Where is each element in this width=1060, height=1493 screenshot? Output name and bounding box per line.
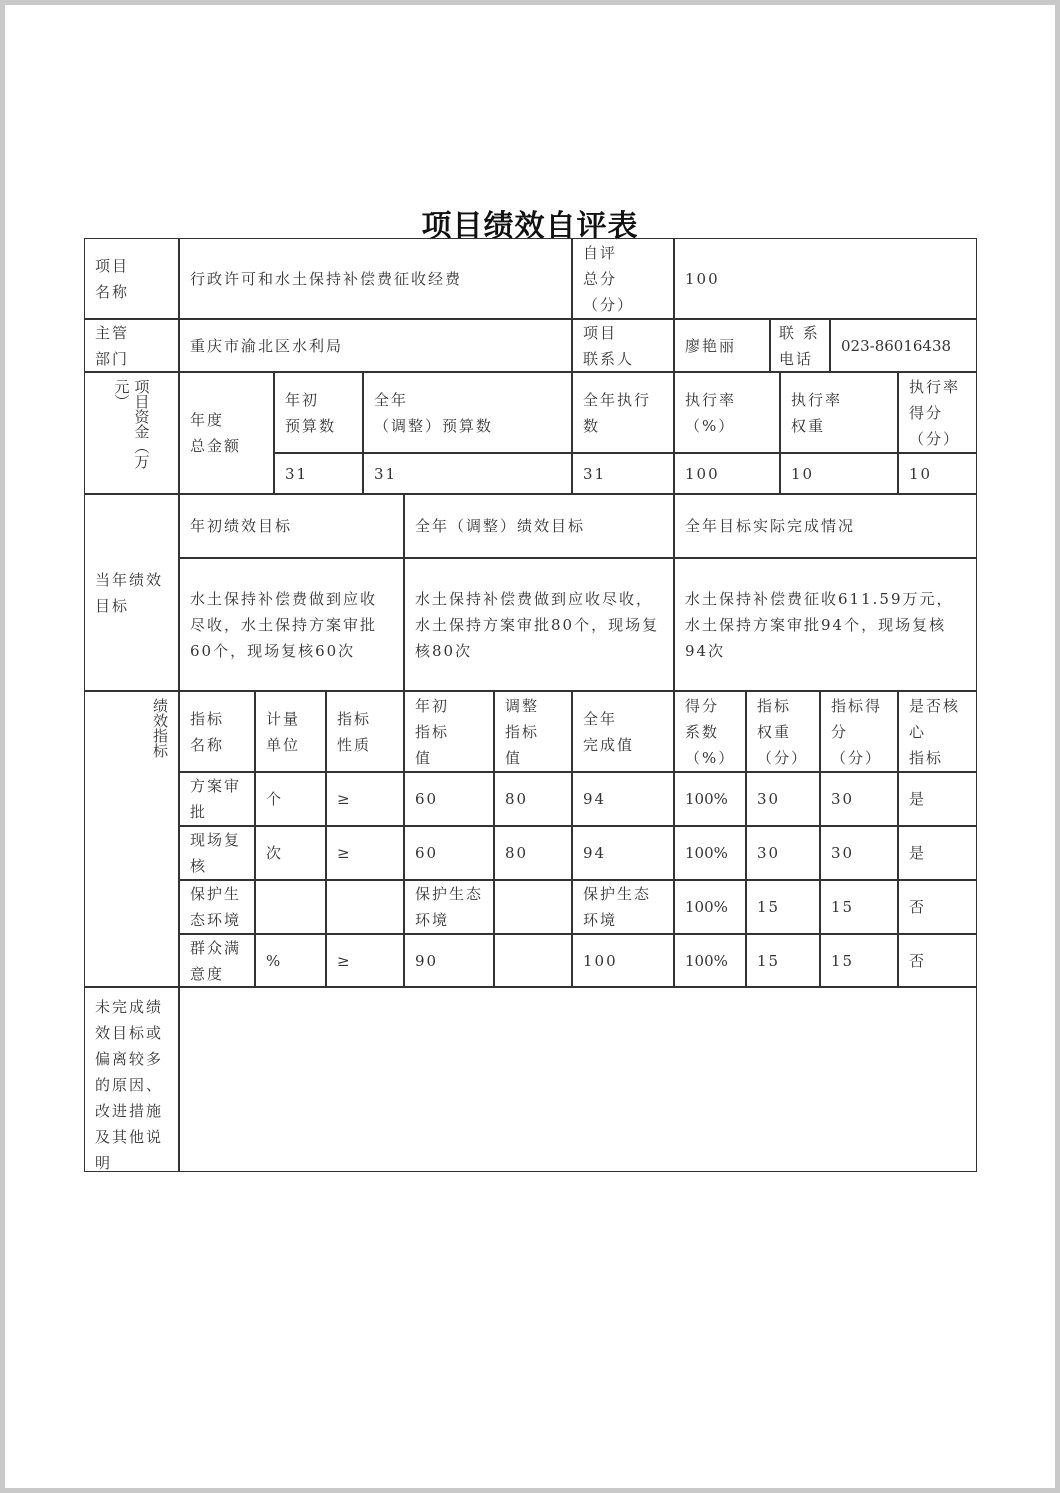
indicator-unit-header: 计量 单位 [255,691,326,772]
rate-header: 执行率 （%） [674,372,780,453]
indicator-row-score: 30 [820,772,898,826]
indicator-row-completed: 94 [572,772,674,826]
project-name-label: 项目 名称 [84,238,179,319]
indicator-row-nature: ≥ [326,772,404,826]
actual-goal-text: 水土保持补偿费征收611.59万元，水土保持方案审批94个，现场复核94次 [674,558,977,691]
indicator-row-weight: 15 [746,934,820,987]
indicator-row-core: 是 [898,826,977,880]
indicator-row-coef: 100% [674,772,746,826]
indicator-weight-header: 指标 权重 （分） [746,691,820,772]
initial-goal-text: 水土保持补偿费做到应收尽收，水土保持方案审批60个，现场复核60次 [179,558,404,691]
indicator-row-score: 30 [820,826,898,880]
indicator-coef-header: 得分 系数 （%） [674,691,746,772]
project-name-value: 行政许可和水土保持补偿费征收经费 [179,238,572,319]
indicator-initial-header: 年初 指标 值 [404,691,494,772]
indicator-score-header: 指标得 分 （分） [820,691,898,772]
indicator-row-adjusted: 80 [494,772,572,826]
indicator-row-name: 保护生 态环境 [179,880,255,934]
goals-section-label: 当年绩效 目标 [84,494,179,691]
indicator-row-name: 群众满 意度 [179,934,255,987]
rate-score-header: 执行率 得分 （分） [898,372,977,453]
initial-budget-header: 年初 预算数 [274,372,363,453]
indicator-row-coef: 100% [674,880,746,934]
initial-budget-value: 31 [274,453,363,494]
indicator-completed-header: 全年 完成值 [572,691,674,772]
rate-value: 100 [674,453,780,494]
adjusted-goal-header: 全年（调整）绩效目标 [404,494,674,558]
phone-label: 联 系 电话 [770,319,830,372]
indicator-row-adjusted [494,880,572,934]
rate-score-value: 10 [898,453,977,494]
initial-goal-header: 年初绩效目标 [179,494,404,558]
indicator-row-core: 否 [898,880,977,934]
weight-header: 执行率 权重 [780,372,898,453]
page-title: 项目绩效自评表 [421,209,639,244]
self-score-value: 100 [674,238,977,319]
indicator-row-unit: 个 [255,772,326,826]
indicator-row-initial: 60 [404,826,494,880]
indicator-row-initial: 60 [404,772,494,826]
indicator-row-unit [255,880,326,934]
document-page [5,5,1055,1488]
indicator-row-unit: % [255,934,326,987]
department-value: 重庆市渝北区水利局 [179,319,572,372]
executed-value: 31 [572,453,674,494]
indicator-row-name: 方案审 批 [179,772,255,826]
indicator-row-core: 是 [898,772,977,826]
evaluation-table [84,238,977,1172]
indicator-nature-header: 指标 性质 [326,691,404,772]
indicator-row-initial: 保护生态 环境 [404,880,494,934]
adjusted-goal-text: 水土保持补偿费做到应收尽收，水土保持方案审批80个，现场复核80次 [404,558,674,691]
adjusted-budget-value: 31 [363,453,572,494]
indicator-name-header: 指标 名称 [179,691,255,772]
indicator-row-completed: 保护生态 环境 [572,880,674,934]
indicator-row-core: 否 [898,934,977,987]
indicator-row-adjusted: 80 [494,826,572,880]
indicator-row-weight: 30 [746,826,820,880]
indicator-row-completed: 94 [572,826,674,880]
indicator-row-unit: 次 [255,826,326,880]
funds-total-label: 年度 总金额 [179,372,274,494]
indicator-row-adjusted [494,934,572,987]
indicator-row-weight: 15 [746,880,820,934]
indicator-row-nature [326,880,404,934]
indicator-row-coef: 100% [674,934,746,987]
phone-value: 023-86016438 [830,319,977,372]
indicator-row-name: 现场复 核 [179,826,255,880]
department-label: 主管 部门 [84,319,179,372]
remarks-value [179,987,977,1172]
indicator-row-weight: 30 [746,772,820,826]
indicator-core-header: 是否核 心 指标 [898,691,977,772]
self-score-label: 自评 总分 （分） [572,238,674,319]
weight-value: 10 [780,453,898,494]
adjusted-budget-header: 全年 （调整）预算数 [363,372,572,453]
actual-goal-header: 全年目标实际完成情况 [674,494,977,558]
indicator-row-score: 15 [820,880,898,934]
indicator-row-score: 15 [820,934,898,987]
indicator-row-coef: 100% [674,826,746,880]
contact-label: 项目 联系人 [572,319,674,372]
indicator-row-initial: 90 [404,934,494,987]
executed-header: 全年执行 数 [572,372,674,453]
remarks-label: 未完成绩效目标或偏离较多的原因、改进措施及其他说明 [84,987,179,1172]
funds-section-label: 项目资金（万元） [84,372,179,494]
indicator-row-nature: ≥ [326,826,404,880]
indicator-row-completed: 100 [572,934,674,987]
contact-value: 廖艳丽 [674,319,770,372]
indicator-adjusted-header: 调整 指标 值 [494,691,572,772]
indicators-section-label: 绩效指标 [84,691,179,987]
indicator-row-nature: ≥ [326,934,404,987]
